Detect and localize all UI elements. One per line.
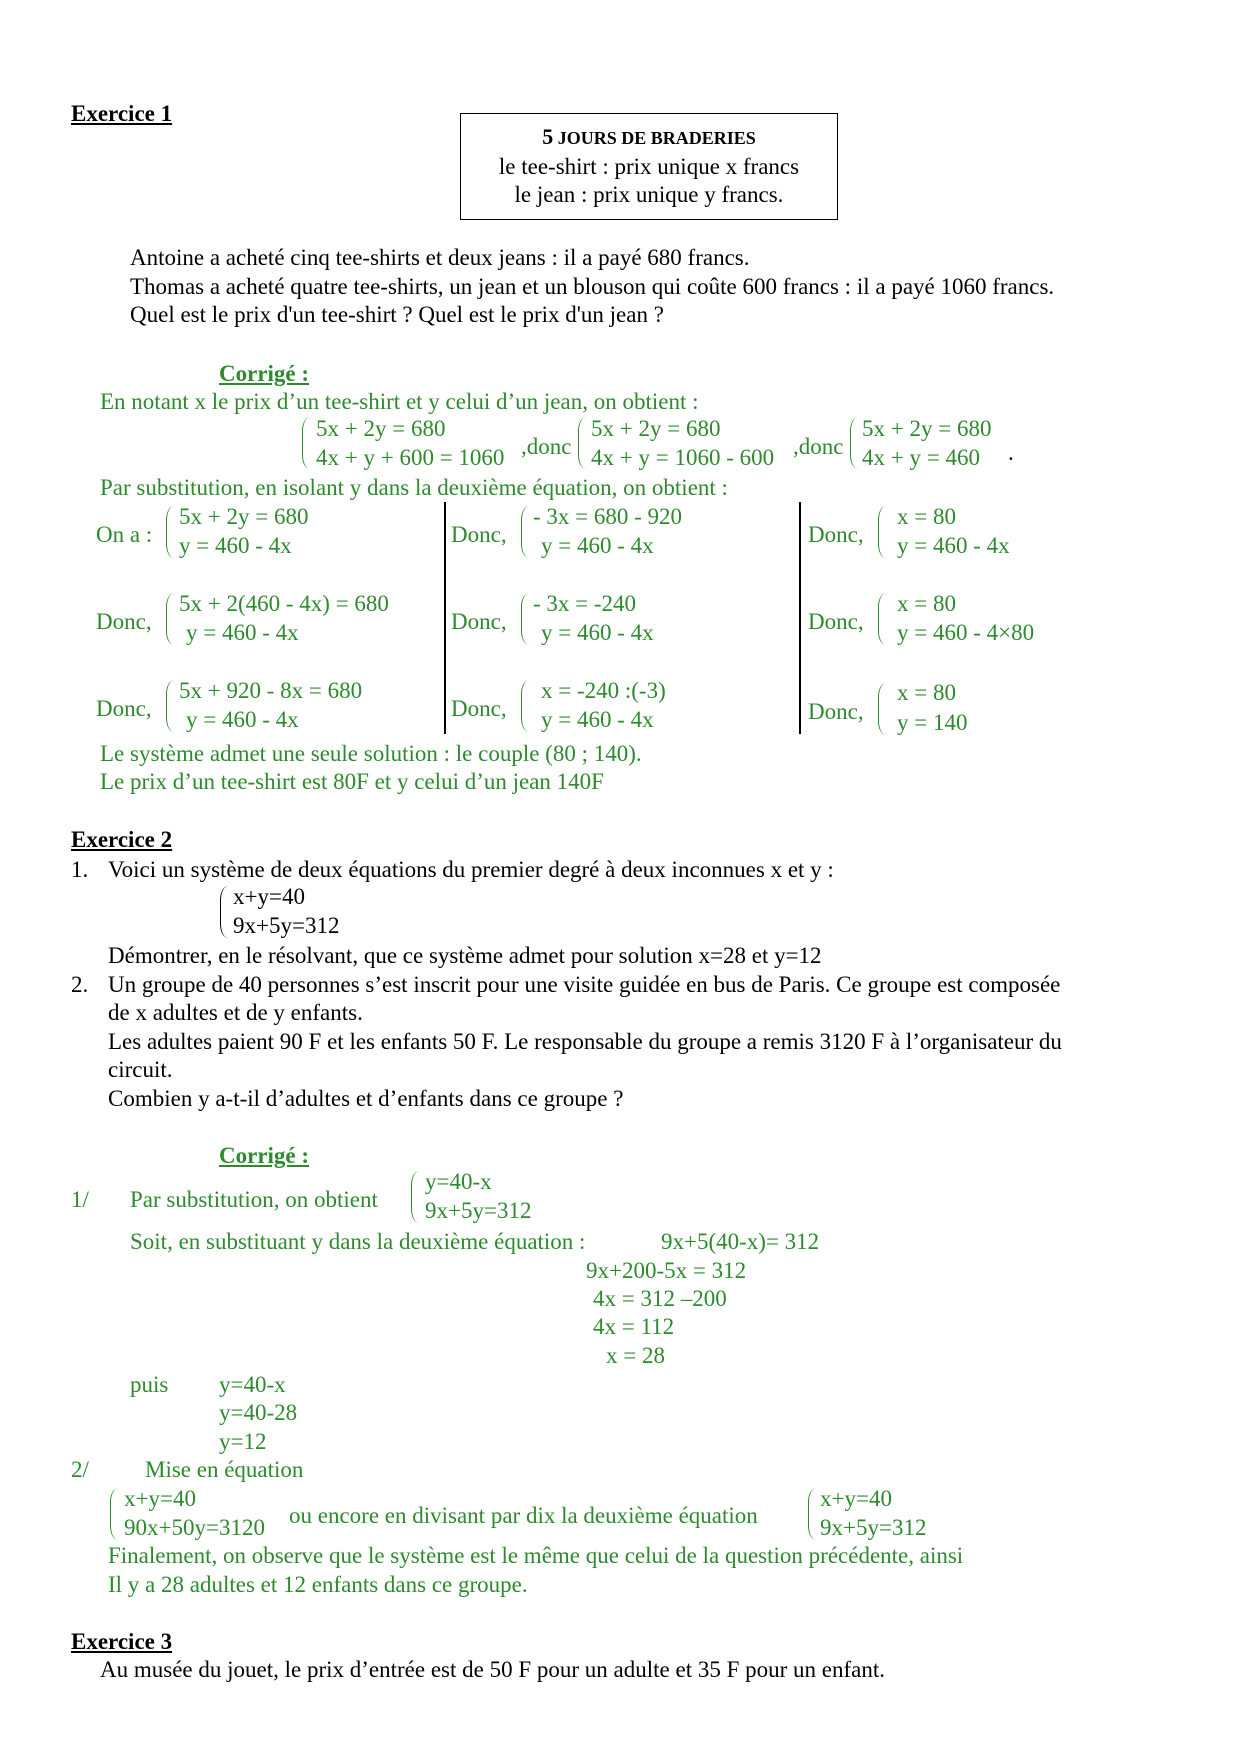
ex2-q1-text: Voici un système de deux équations du premier degré à deux inconnues x et y : <box>108 857 834 882</box>
grid-r2c1-label: Donc, <box>96 609 152 634</box>
ex2-c2-number: 2/ <box>71 1457 89 1482</box>
ex2-q2-line-1: Un groupe de 40 personnes s’est inscrit pour une visite guidée en bus de Paris. Ce groupe est composée <box>108 972 1061 997</box>
ex1-paragraph-2: Thomas a acheté quatre tee-shirts, un jean et un blouson qui coûte 600 francs : il a payé 1060 francs. <box>130 274 1055 299</box>
ex2-c2-eq-d: 9x+5y=312 <box>820 1515 927 1540</box>
grid-r1c1-eq-a: 5x + 2y = 680 <box>179 504 309 529</box>
donc-1: ,donc <box>521 434 572 459</box>
ex2-c2-middle-text: ou encore en divisant par dix la deuxième équation <box>289 1503 758 1528</box>
grid-r1c3-eq-b: y = 460 - 4x <box>897 533 1010 558</box>
ex2-c1-substitution-line: Soit, en substituant y dans la deuxième équation : <box>130 1229 586 1254</box>
grid-r2c2-label: Donc, <box>451 609 507 634</box>
system-3-eq-b: 4x + y = 460 <box>862 445 980 470</box>
ex2-c2-title: Mise en équation <box>145 1457 304 1482</box>
system-1-eq-a: 5x + 2y = 680 <box>316 416 446 441</box>
ex2-c2-eq-b: 90x+50y=3120 <box>124 1515 265 1540</box>
system-2-brace <box>578 417 586 469</box>
ex1-paragraph-1: Antoine a acheté cinq tee-shirts et deux jeans : il a payé 680 francs. <box>130 245 750 270</box>
grid-r1c3-label: Donc, <box>808 522 864 547</box>
grid-r1c3-brace <box>878 506 886 558</box>
system-end-dot: . <box>1008 440 1014 465</box>
exercise-2-title: Exercice 2 <box>71 827 173 852</box>
offer-box-title <box>461 124 837 151</box>
grid-r3c1-brace <box>166 680 174 732</box>
ex2-q2-number: 2. <box>71 972 89 997</box>
grid-divider-2 <box>799 502 801 734</box>
ex2-c2-brace-2 <box>808 1488 816 1540</box>
grid-r3c2-eq-b: y = 460 - 4x <box>541 707 654 732</box>
system-2-eq-a: 5x + 2y = 680 <box>591 416 721 441</box>
grid-r1c1-brace <box>166 506 174 558</box>
ex2-c1-step-5: x = 28 <box>606 1343 665 1368</box>
ex2-c1-step-2: 9x+200-5x = 312 <box>586 1258 747 1283</box>
ex2-q1-instruction: Démontrer, en le résolvant, que ce système admet pour solution x=28 et y=12 <box>108 943 822 968</box>
grid-r3c2-eq-a: x = -240 :(-3) <box>541 678 666 703</box>
ex2-q2-line-5: Combien y a-t-il d’adultes et d’enfants dans ce groupe ? <box>108 1086 624 1111</box>
ex1-paragraph-3: Quel est le prix d'un tee-shirt ? Quel est le prix d'un jean ? <box>130 302 664 327</box>
ex1-corrige-title: Corrigé : <box>219 361 310 386</box>
ex2-c1-text: Par substitution, on obtient <box>130 1187 378 1212</box>
ex2-c1-step-4: 4x = 112 <box>593 1314 675 1339</box>
ex2-final-2: Il y a 28 adultes et 12 enfants dans ce groupe. <box>108 1572 528 1597</box>
system-3-brace <box>850 417 858 469</box>
offer-box-title-text: JOURS DE BRADERIES <box>557 128 756 148</box>
system-3-eq-a: 5x + 2y = 680 <box>862 416 992 441</box>
ex2-c2-brace-1 <box>110 1488 118 1540</box>
ex2-c1-number: 1/ <box>71 1187 89 1212</box>
ex2-c1-step-3: 4x = 312 –200 <box>593 1286 727 1311</box>
ex2-puis-step-3: y=12 <box>219 1429 267 1454</box>
grid-r3c3-eq-b: y = 140 <box>897 710 968 735</box>
ex2-q1-system-brace <box>220 886 228 938</box>
ex1-intro: En notant x le prix d’un tee-shirt et y celui d’un jean, on obtient : <box>100 389 699 414</box>
grid-r3c3-eq-a: x = 80 <box>897 680 956 705</box>
grid-r2c3-label: Donc, <box>808 609 864 634</box>
grid-r1c2-eq-b: y = 460 - 4x <box>541 533 654 558</box>
grid-r2c2-eq-b: y = 460 - 4x <box>541 620 654 645</box>
grid-r3c3-label: Donc, <box>808 699 864 724</box>
offer-box-line-2: le jean : prix unique y francs. <box>514 182 784 207</box>
donc-2: ,donc <box>793 434 844 459</box>
system-1-brace <box>302 417 310 469</box>
exercise-1-title: Exercice 1 <box>71 101 173 126</box>
grid-r2c2-brace <box>521 593 529 645</box>
ex2-c1-step-1: 9x+5(40-x)= 312 <box>661 1229 820 1254</box>
grid-r2c3-eq-a: x = 80 <box>897 591 956 616</box>
grid-r2c2-eq-a: - 3x = -240 <box>533 591 637 616</box>
grid-r3c3-brace <box>878 683 886 735</box>
ex2-q2-line-4: circuit. <box>108 1057 173 1082</box>
ex1-conclusion-1: Le système admet une seule solution : le couple (80 ; 140). <box>100 741 642 766</box>
grid-r2c1-eq-a: 5x + 2(460 - 4x) = 680 <box>179 591 389 616</box>
grid-r2c1-brace <box>166 593 174 645</box>
exercise-3-title: Exercice 3 <box>71 1629 173 1654</box>
offer-box-line-1: le tee-shirt : prix unique x francs <box>498 154 800 179</box>
system-1-eq-b: 4x + y + 600 = 1060 <box>316 445 505 470</box>
system-2-eq-b: 4x + y = 1060 - 600 <box>591 445 775 470</box>
ex2-puis-step-1: y=40-x <box>219 1372 286 1397</box>
grid-r1c2-brace <box>521 506 529 558</box>
offer-box-title-number: 5 <box>542 124 554 149</box>
grid-r2c3-brace <box>878 593 886 645</box>
ex2-corrige-title: Corrigé : <box>219 1143 310 1168</box>
grid-r3c2-label: Donc, <box>451 696 507 721</box>
grid-r1c3-eq-a: x = 80 <box>897 504 956 529</box>
ex1-substitution-intro: Par substitution, en isolant y dans la deuxième équation, on obtient : <box>100 475 728 500</box>
grid-r3c1-label: Donc, <box>96 696 152 721</box>
grid-r1c1-label: On a : <box>96 522 153 547</box>
ex2-q1-eq-b: 9x+5y=312 <box>233 913 340 938</box>
grid-r3c1-eq-a: 5x + 920 - 8x = 680 <box>179 678 363 703</box>
ex2-puis-step-2: y=40-28 <box>219 1400 298 1425</box>
ex2-c1-eq-b: 9x+5y=312 <box>425 1198 532 1223</box>
grid-r1c1-eq-b: y = 460 - 4x <box>179 533 292 558</box>
grid-r3c2-brace <box>521 680 529 732</box>
ex2-c2-eq-a: x+y=40 <box>124 1486 196 1511</box>
ex2-q2-line-3: Les adultes paient 90 F et les enfants 50 F. Le responsable du groupe a remis 3120 F à l’organisateur du <box>108 1029 1062 1054</box>
grid-r2c1-eq-b: y = 460 - 4x <box>186 620 299 645</box>
ex3-paragraph-1: Au musée du jouet, le prix d’entrée est de 50 F pour un adulte et 35 F pour un enfant. <box>100 1657 886 1682</box>
offer-box <box>460 113 838 220</box>
grid-divider-1 <box>444 502 446 734</box>
ex2-q1-number: 1. <box>71 857 89 882</box>
ex2-q1-eq-a: x+y=40 <box>233 884 305 909</box>
grid-r1c2-label: Donc, <box>451 522 507 547</box>
ex2-puis-label: puis <box>130 1372 169 1397</box>
grid-r3c1-eq-b: y = 460 - 4x <box>186 707 299 732</box>
ex2-q2-line-2: de x adultes et de y enfants. <box>108 1000 363 1025</box>
grid-r2c3-eq-b: y = 460 - 4×80 <box>897 620 1035 645</box>
ex2-c2-eq-c: x+y=40 <box>820 1486 892 1511</box>
ex2-final-1: Finalement, on observe que le système est le même que celui de la question précédente, ainsi <box>108 1543 964 1568</box>
ex2-c1-eq-a: y=40-x <box>425 1169 492 1194</box>
ex1-conclusion-2: Le prix d’un tee-shirt est 80F et y celui d’un jean 140F <box>100 769 604 794</box>
grid-r1c2-eq-a: - 3x = 680 - 920 <box>533 504 683 529</box>
ex2-c1-brace <box>411 1171 419 1223</box>
